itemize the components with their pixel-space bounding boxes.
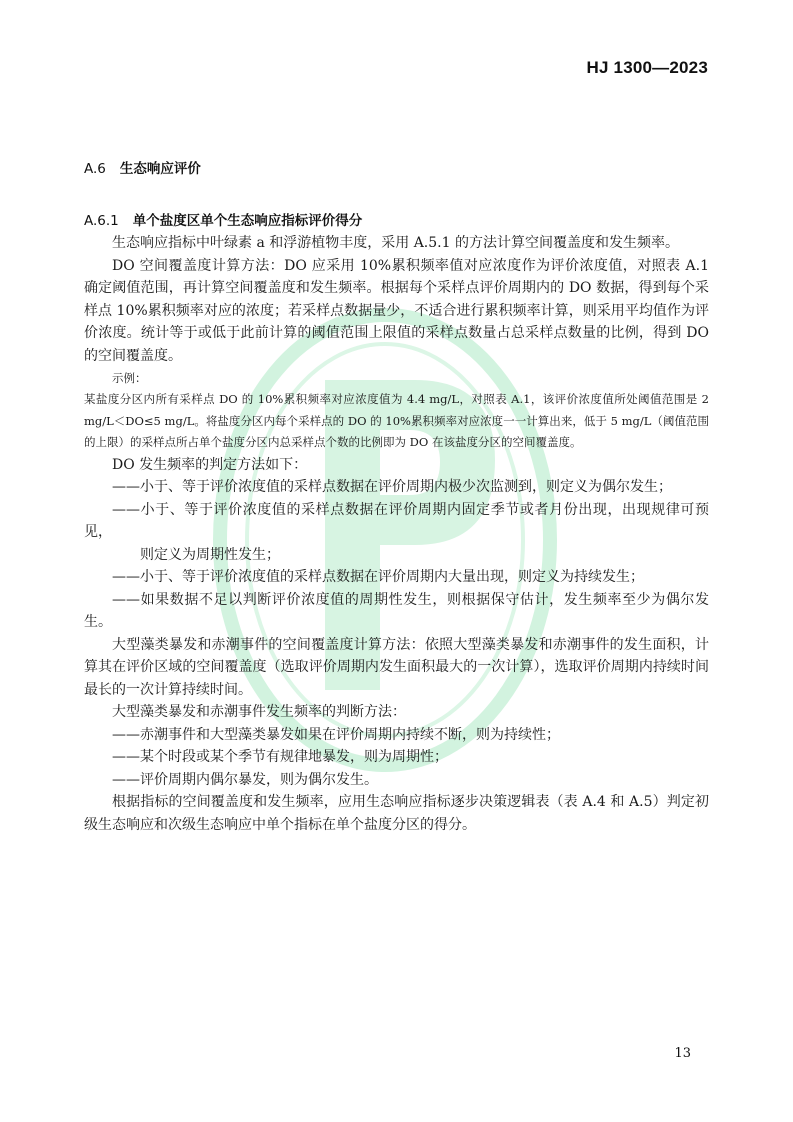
subsection-number: A.6.1 (84, 213, 119, 229)
list-item: ——评价周期内偶尔暴发，则为偶尔发生。 (112, 771, 378, 788)
paragraph: 生态响应指标中叶绿素 a 和浮游植物丰度，采用 A.5.1 的方法计算空间覆盖度和发生频率。 (112, 235, 679, 251)
list-item: ——小于、等于评价浓度值的采样点数据在评价周期内固定季节或者月份出现，出现规律可预见， (84, 501, 709, 540)
list-item: ——赤潮事件和大型藻类暴发如果在评价周期内持续不断，则为持续性； (112, 726, 560, 743)
section-heading-a6 (84, 157, 201, 177)
paragraph: DO 空间覆盖度计算方法：DO 应采用 10%累积频率值对应浓度作为评价浓度值，对照表 A.1 确定阈值范围，再计算空间覆盖度和发生频率。根据每个采样点评价周期内的 DO 数据，得到每个采样点 10%累积频率对应的浓度；若采样点数据量少，不适合进行累积频率计算，则采用平均值作为评价浓度。统计等于或低于此前计算的阈值范围上限值的采样点数量占总采样点数量的比例，得到 DO 的空间覆盖度。 (84, 257, 709, 364)
document-code: HJ 1300—2023 (586, 58, 708, 77)
section-title: 生态响应评价 (119, 161, 201, 177)
list-item: ——某个时段或某个季节有规律地暴发，则为周期性； (112, 749, 448, 765)
paragraph: 大型藻类暴发和赤潮事件的空间覆盖度计算方法：依照大型藻类暴发和赤潮事件的发生面积，计算其在评价区域的空间覆盖度（选取评价周期内发生面积最大的一次计算），选取评价周期内持续时间最长的一次计算持续时间。 (84, 636, 709, 698)
list-item: ——小于、等于评价浓度值的采样点数据在评价周期内大量出现，则定义为持续发生； (112, 569, 644, 585)
example-text: 某盐度分区内所有采样点 DO 的 10%累积频率对应浓度值为 4.4 mg/L，对照表 A.1，该评价浓度值所处阈值范围是 2 mg/L＜DO≤5 mg/L。将盐度分区内每个采样点的 DO 的 10%累积频率对应浓度一一计算出来，低于 5 mg/L（阈值范围的上限）的采样点所占单个盐度分区内总采样点个数的比例即为 DO 在该盐度分区的空间覆盖度。 (84, 392, 709, 449)
body-text (84, 232, 709, 836)
paragraph: 大型藻类暴发和赤潮事件发生频率的判断方法： (112, 704, 406, 720)
paragraph: 根据指标的空间覆盖度和发生频率，应用生态响应指标逐步决策逻辑表（表 A.4 和 A.5）判定初级生态响应和次级生态响应中单个指标在单个盐度分区的得分。 (84, 794, 709, 833)
example-label: 示例： (112, 371, 147, 385)
section-number: A.6 (84, 161, 106, 177)
paragraph: DO 发生频率的判定方法如下： (112, 456, 308, 473)
subsection-title: 单个盐度区单个生态响应指标评价得分 (132, 213, 363, 229)
list-item-continuation: 则定义为周期性发生； (140, 546, 280, 563)
subsection-heading-a61 (84, 209, 362, 229)
list-item: ——如果数据不足以判断评价浓度值的周期性发生，则根据保守估计，发生频率至少为偶尔发生。 (84, 591, 709, 630)
page-number: 13 (674, 1046, 691, 1061)
list-item: ——小于、等于评价浓度值的采样点数据在评价周期内极少次监测到，则定义为偶尔发生； (112, 479, 672, 495)
